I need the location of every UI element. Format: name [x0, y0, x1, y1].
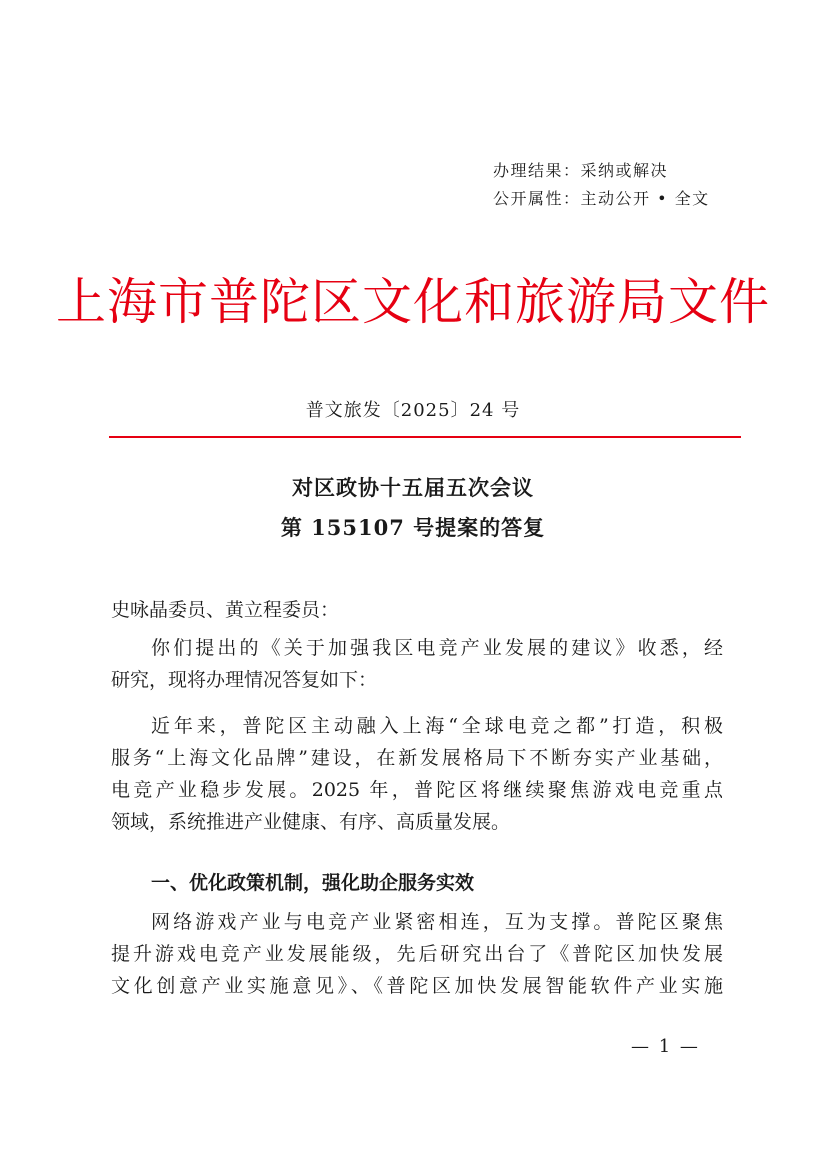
section-heading-text: 一、优化政策机制，强化助企服务实效	[151, 872, 475, 894]
paragraph-line: 服务“上海文化品牌”建设，在新发展格局下不断夯实产业基础，	[111, 747, 723, 769]
paragraph-line: 研究，现将办理情况答复如下：	[111, 669, 378, 691]
red-divider-line	[109, 436, 741, 438]
paragraph-line: 领域，系统推进产业健康、有序、高质量发展。	[111, 811, 511, 833]
paragraph-2	[111, 710, 723, 838]
document-number: 普文旅发〔2025〕24 号	[305, 400, 521, 421]
paragraph-line: 近年来，普陀区主动融入上海“全球电竞之都”打造，积极	[151, 715, 723, 737]
paragraph-line: 提升游戏电竞产业发展能级，先后研究出台了《普陀区加快发展	[111, 943, 723, 965]
paragraph-line: 网络游戏产业与电竞产业紧密相连，互为支撑。普陀区聚焦	[151, 911, 723, 933]
paragraph-line: 电竞产业稳步发展。2025 年，普陀区将继续聚焦游戏电竞重点	[111, 779, 723, 801]
issuing-authority-header: 上海市普陀区文化和旅游局文件	[56, 273, 770, 331]
salutation-text: 史咏晶委员、黄立程委员：	[111, 599, 340, 621]
paragraph-line: 文化创意产业实施意见》、《普陀区加快发展智能软件产业实施	[111, 975, 723, 997]
disclosure-attribute: 公开属性：主动公开 • 全文	[493, 189, 710, 208]
paragraph-3	[111, 906, 723, 1002]
page-number: — 1 —	[631, 1036, 700, 1057]
handling-result: 办理结果：采纳或解决	[493, 161, 669, 180]
section-heading-1	[111, 867, 723, 899]
document-title-line-2: 第 155107 号提案的答复	[280, 515, 546, 540]
salutation	[111, 594, 723, 626]
document-title-line-1: 对区政协十五届五次会议	[292, 475, 534, 500]
paragraph-line: 你们提出的《关于加强我区电竞产业发展的建议》收悉，经	[151, 637, 723, 659]
paragraph-1	[111, 632, 723, 696]
